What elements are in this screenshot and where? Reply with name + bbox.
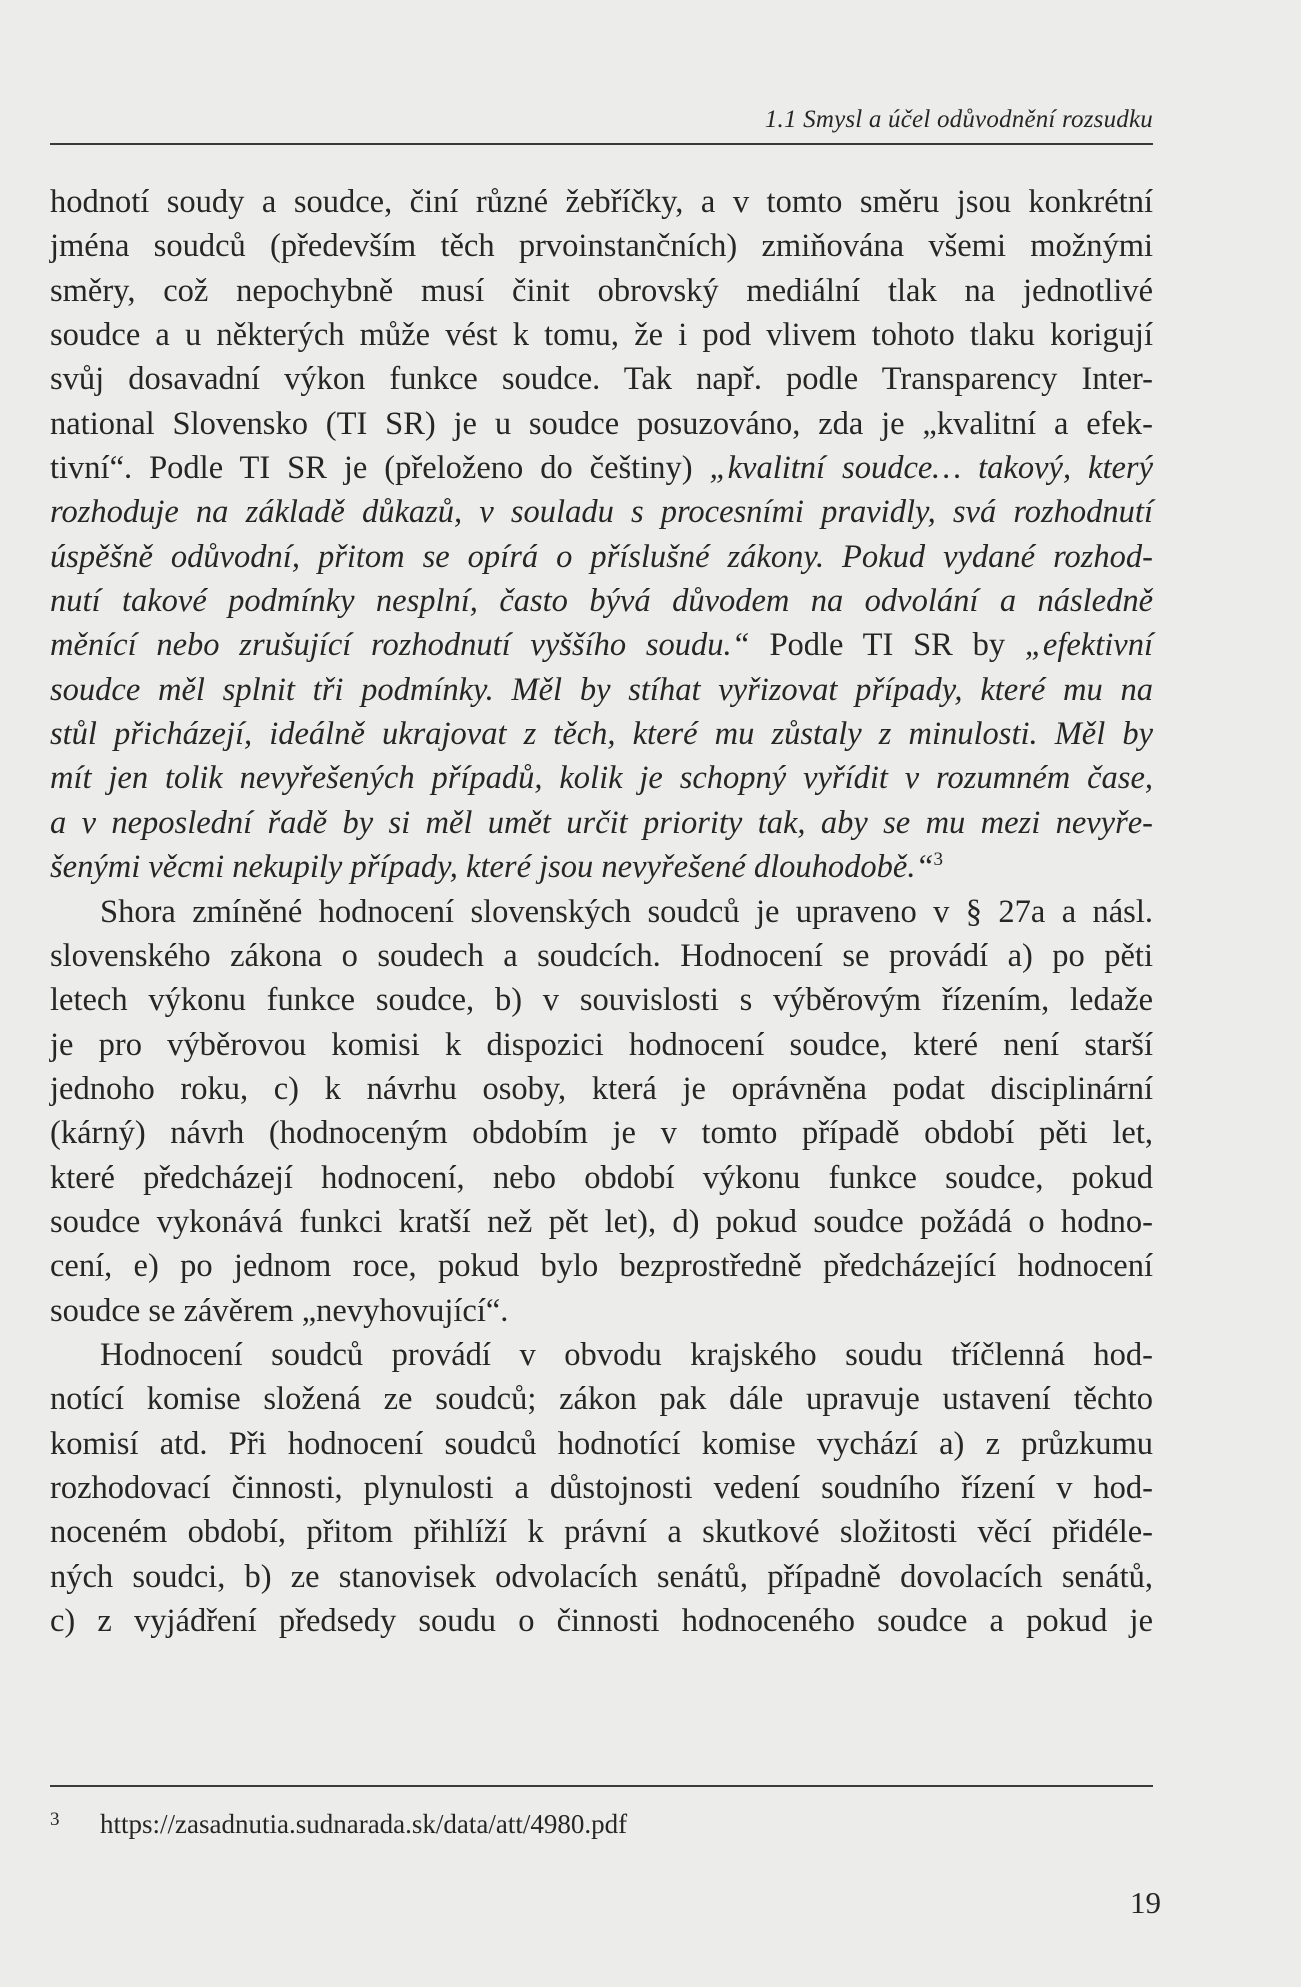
text-segment: c) z vyjádření předsedy soudu o činnosti hodnoceného soudce a pokud je [50, 1603, 1153, 1639]
text-segment: letech výkonu funkce soudce, b) v souvislosti s výběrovým řízením, ledaže [50, 982, 1153, 1019]
text-line [50, 712, 1153, 756]
italic-text: měnící nebo zrušující rozhodnutí vyššího soudu.“ [50, 627, 750, 664]
text-line [50, 1510, 1153, 1554]
text-line [50, 402, 1153, 446]
text-line [50, 180, 1153, 224]
text-line [50, 845, 1153, 889]
text-line [50, 1555, 1153, 1599]
text-segment: jednoho roku, c) k návrhu osoby, která je oprávněna podat disciplinární [50, 1070, 1153, 1107]
text-segment: notící komise složená ze soudců; zákon pak dále upravuje ustavení těchto [50, 1381, 1153, 1418]
text-segment: je pro výběrovou komisi k dispozici hodnocení soudce, které není starší [50, 1026, 1153, 1063]
italic-text: „efektivní [1024, 627, 1153, 664]
italic-text: rozhoduje na základě důkazů, v souladu s procesními pravidly, svá rozhodnutí [50, 494, 1153, 531]
text-segment: noceném období, přitom přihlíží k právní a skutkové složitosti věcí přidéle- [50, 1514, 1153, 1551]
header-rule [50, 143, 1153, 145]
text-segment: rozhodovací činnosti, plynulosti a důstojnosti vedení soudního řízení v hod- [50, 1469, 1153, 1506]
italic-text: stůl přicházejí, ideálně ukrajovat z těch, které mu zůstaly z minulosti. Měl by [50, 716, 1153, 753]
text-line [50, 269, 1153, 313]
text-segment: hodnotí soudy a soudce, činí různé žebříčky, a v tomto směru jsou konkrétní [50, 184, 1153, 220]
footnote-number: 3 [50, 1809, 60, 1830]
text-segment: svůj dosavadní výkon funkce soudce. Tak např. podle Transparency Inter- [50, 361, 1153, 398]
text-line [50, 801, 1153, 845]
text-line [50, 668, 1153, 712]
italic-text: mít jen tolik nevyřešených případů, kolik je schopný vyřídit v rozumném čase, [50, 760, 1153, 797]
text-segment: soudce vykonává funkci kratší než pět let), d) pokud soudce požádá o hodno- [50, 1203, 1153, 1240]
text-line [50, 623, 1153, 667]
italic-text: „kvalitní soudce… takový, který [709, 450, 1153, 487]
text-line [50, 446, 1153, 490]
text-line [50, 1466, 1153, 1510]
text-line [50, 1156, 1153, 1200]
footnote-link[interactable]: https://zasadnutia.sudnarada.sk/data/att/4980.pdf [100, 1809, 628, 1839]
text-segment: soudce se závěrem „nevyhovující“. [50, 1292, 509, 1329]
text-line [50, 1289, 1153, 1333]
text-line [50, 1422, 1153, 1466]
text-segment: (kárný) návrh (hodnoceným obdobím je v tomto případě období pěti let, [50, 1115, 1153, 1152]
text-line [50, 357, 1153, 401]
text-line [50, 1377, 1153, 1421]
text-line [50, 1023, 1153, 1067]
text-line [50, 579, 1153, 623]
italic-text: a v neposlední řadě by si měl umět určit priority tak, aby se mu mezi nevyře- [50, 804, 1153, 841]
footnote-reference: 3 [933, 849, 944, 871]
text-segment: Podle TI SR by [749, 627, 1025, 664]
text-line [50, 934, 1153, 978]
italic-text: úspěšně odůvodní, přitom se opírá o příslušné zákony. Pokud vydané rozhod- [50, 538, 1153, 575]
text-segment: komisí atd. Při hodnocení soudců hodnotící komise vychází a) z průzkumu [50, 1425, 1153, 1462]
text-segment: jména soudců (především těch prvoinstančních) zmiňována všemi možnými [50, 228, 1153, 265]
text-line [50, 1244, 1153, 1288]
italic-text: šenými věcmi nekupily případy, které jsou nevyřešené dlouhodobě.“ [50, 849, 934, 886]
text-line [50, 978, 1153, 1022]
footnote-rule [50, 1785, 1153, 1787]
text-line [50, 224, 1153, 268]
text-line [50, 490, 1153, 534]
page-number: 19 [1130, 1885, 1161, 1920]
text-line [50, 535, 1153, 579]
text-line [50, 756, 1153, 800]
text-line [50, 1067, 1153, 1111]
text-segment: ných soudci, b) ze stanovisek odvolacích senátů, případně dovolacích senátů, [50, 1558, 1153, 1595]
text-line [50, 313, 1153, 357]
text-segment: soudce a u některých může vést k tomu, že i pod vlivem tohoto tlaku korigují [50, 317, 1153, 354]
text-segment: Shora zmíněné hodnocení slovenských soudců je upraveno v § 27a a násl. [100, 893, 1153, 930]
italic-text: nutí takové podmínky nesplní, často bývá důvodem na odvolání a následně [50, 583, 1153, 620]
footnote [50, 1800, 1153, 1844]
text-segment: cení, e) po jednom roce, pokud bylo bezprostředně předcházející hodnocení [50, 1248, 1153, 1285]
text-line [50, 1333, 1153, 1377]
text-line [50, 1599, 1153, 1643]
text-line [50, 1200, 1153, 1244]
text-line [50, 890, 1153, 934]
running-head: 1.1 Smysl a účel odůvodnění rozsudku [764, 106, 1153, 133]
italic-text: soudce měl splnit tři podmínky. Měl by stíhat vyřizovat případy, které mu na [50, 671, 1153, 708]
text-segment: Hodnocení soudců provádí v obvodu krajského soudu tříčlenná hod- [100, 1336, 1153, 1373]
text-line [50, 1111, 1153, 1155]
text-segment: směry, což nepochybně musí činit obrovský mediální tlak na jednotlivé [50, 272, 1153, 309]
text-segment: které předcházejí hodnocení, nebo období výkonu funkce soudce, pokud [50, 1159, 1153, 1196]
text-segment: slovenského zákona o soudech a soudcích. Hodnocení se provádí a) po pěti [50, 937, 1153, 974]
text-segment: tivní“. Podle TI SR je (přeloženo do češtiny) [50, 450, 710, 487]
text-segment: national Slovensko (TI SR) je u soudce posuzováno, zda je „kvalitní a efek- [50, 405, 1153, 442]
body-text [50, 180, 1153, 1643]
